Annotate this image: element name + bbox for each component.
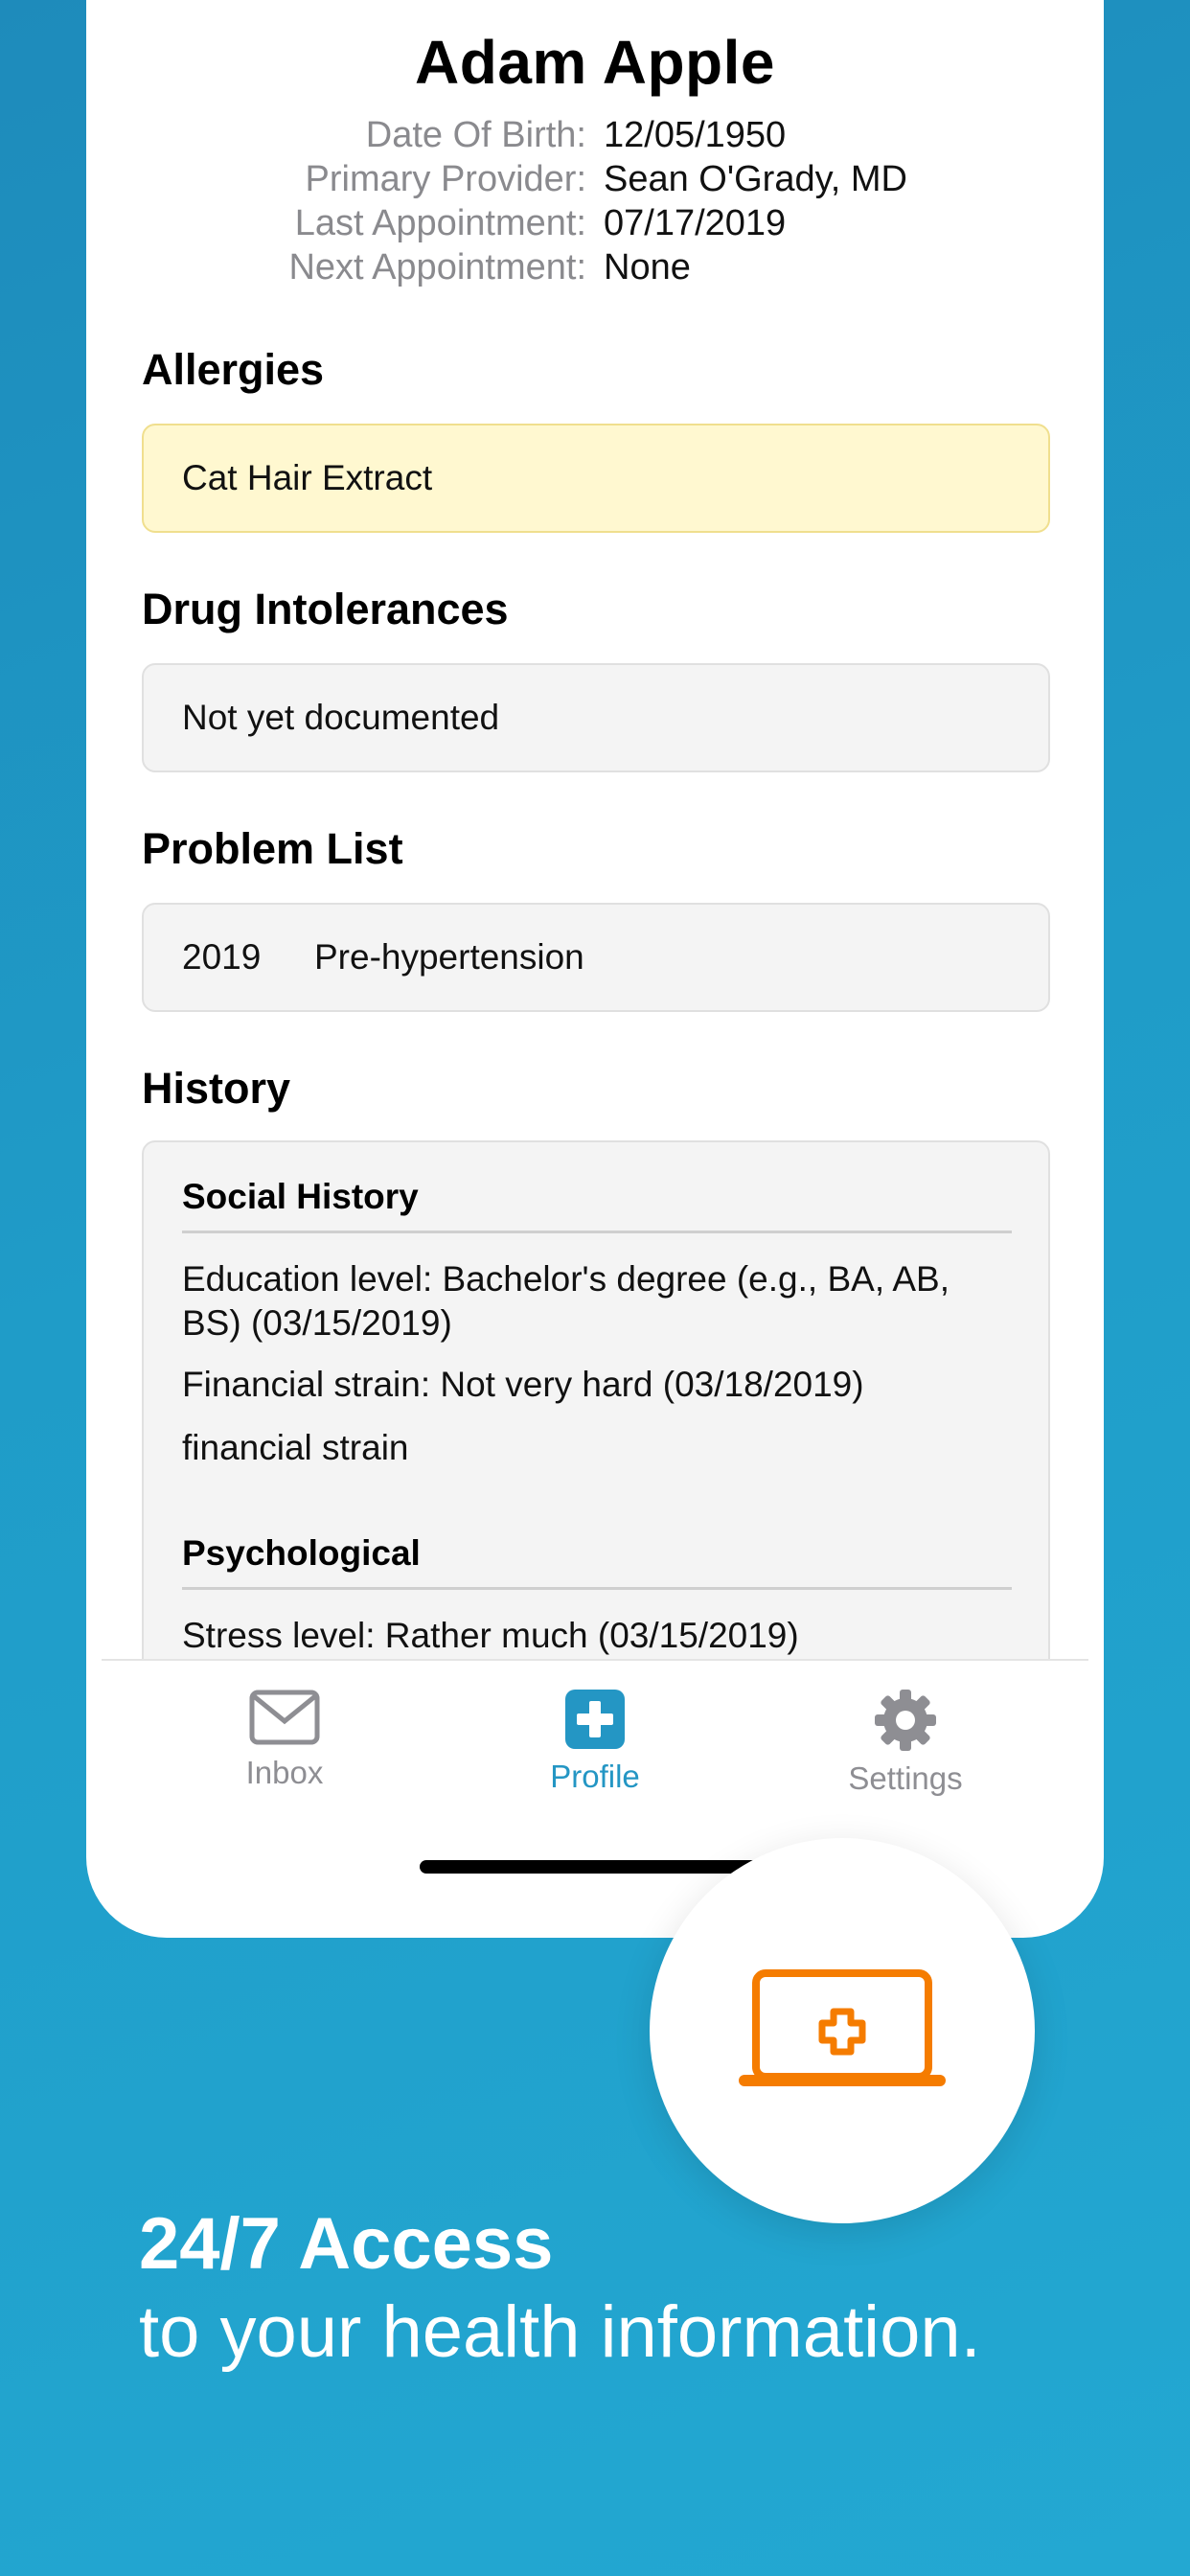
psychological-heading: Psychological [182,1533,1012,1590]
medical-plus-icon [565,1690,625,1749]
allergies-box[interactable] [142,424,1050,533]
info-row-primary-provider [86,157,1104,201]
feature-badge [650,1838,1035,2223]
allergies-title: Allergies [142,345,325,394]
problem-row [182,905,584,1010]
info-label: Date Of Birth: [365,115,586,155]
info-row-dob [86,113,1104,157]
info-row-next-appointment [86,245,1104,289]
promo-title: 24/7 Access [139,2203,554,2285]
tab-inbox[interactable] [179,1690,390,1791]
history-item: financial strain [182,1428,409,1467]
problem-list-title: Problem List [142,824,403,873]
history-item: Education level: Bachelor's degree (e.g., BA, AB, BS) (03/15/2019) [182,1259,950,1343]
tab-label: Inbox [245,1755,324,1790]
home-indicator [420,1860,765,1874]
laptop-medical-icon [737,1967,948,2092]
drug-intolerances-box[interactable] [142,663,1050,772]
tab-settings[interactable] [800,1690,1011,1797]
promo-subtitle: to your health information. [139,2291,981,2373]
profile-scroll-area[interactable] [86,0,1104,1660]
problem-year: 2019 [182,937,262,977]
tab-profile[interactable] [490,1690,700,1795]
info-label: Primary Provider: [305,159,586,199]
gear-icon [875,1690,936,1751]
drug-intolerances-title: Drug Intolerances [142,585,509,633]
info-value: 12/05/1950 [604,115,787,155]
allergy-item: Cat Hair Extract [182,458,433,497]
problem-list-box[interactable] [142,903,1050,1012]
history-title: History [142,1064,291,1113]
info-value: None [604,247,691,288]
tab-label: Settings [848,1760,963,1796]
info-label: Last Appointment: [294,203,586,243]
info-row-last-appointment [86,201,1104,245]
tab-bar [102,1659,1088,1822]
info-value: Sean O'Grady, MD [604,159,907,199]
history-item: Stress level: Rather much (03/15/2019) [182,1616,799,1655]
info-label: Next Appointment: [288,247,586,288]
patient-name: Adam Apple [415,28,775,97]
problem-name: Pre-hypertension [314,937,584,977]
social-history-heading: Social History [182,1177,1012,1233]
history-item: Financial strain: Not very hard (03/18/2019) [182,1365,864,1404]
info-value: 07/17/2019 [604,203,787,243]
drug-intolerances-empty: Not yet documented [182,698,500,737]
envelope-icon [249,1690,320,1745]
patient-info [86,113,1104,289]
history-box[interactable] [142,1140,1050,1660]
phone-screen [86,0,1104,1938]
tab-label: Profile [550,1759,640,1794]
